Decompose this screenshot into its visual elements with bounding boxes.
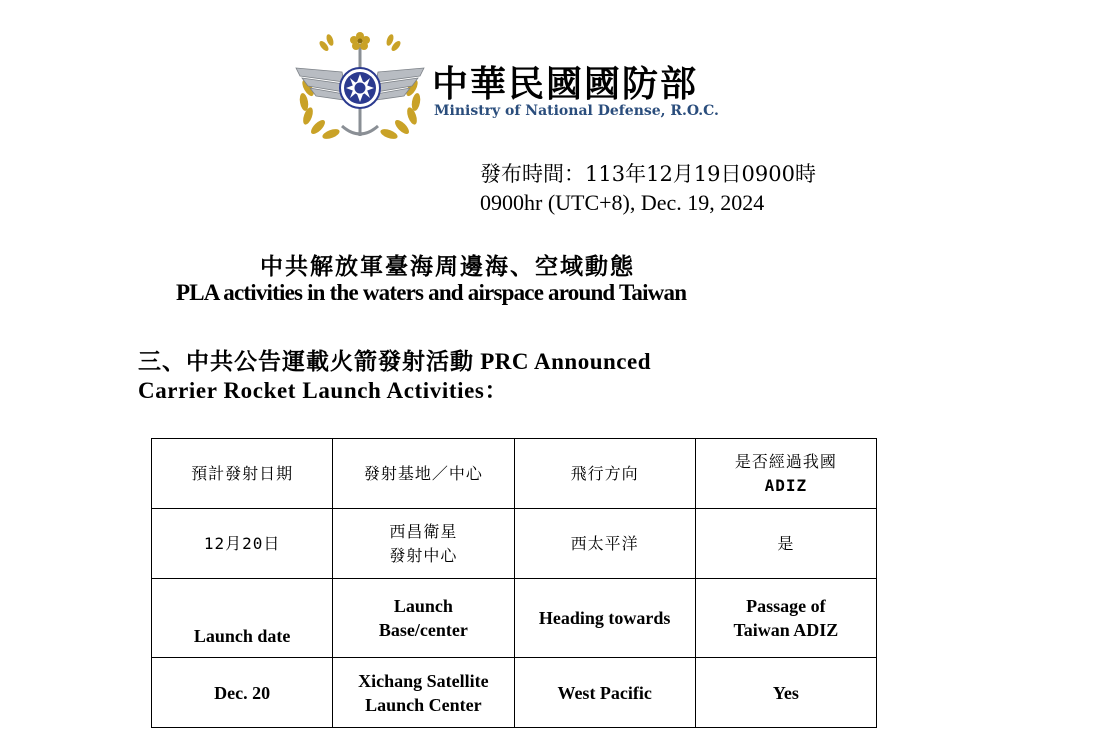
header-en-launch-date: Launch date [152, 579, 333, 658]
table-row-data-en [152, 658, 877, 728]
cell-en-launch-base [333, 658, 514, 728]
header-en-launch-base [333, 579, 514, 658]
header-cn-adiz-line1: 是否經過我國 [734, 451, 837, 471]
section-heading-line2: Carrier Rocket Launch Activities： [138, 378, 509, 403]
org-name-en: Ministry of National Defense, R.O.C. [434, 103, 719, 119]
header-en-adiz [695, 579, 876, 658]
header-en-adiz-line1: Passage of [746, 596, 826, 616]
cell-cn-launch-date: 12月20日 [152, 509, 333, 579]
header-en-launch-base-line1: Launch [393, 596, 453, 616]
table-row-header-cn [152, 439, 877, 509]
table-row-header-en [152, 579, 877, 658]
cell-en-launch-date: Dec. 20 [152, 658, 333, 728]
section-heading-cn: 三、中共公告運載火箭發射活動 [138, 348, 474, 375]
header-cn-adiz [695, 439, 876, 509]
cell-cn-launch-base-line1: 西昌衛星 [389, 521, 458, 541]
cell-cn-launch-base [333, 509, 514, 579]
header-cn-heading: 飛行方向 [514, 439, 695, 509]
header-en-adiz-line2: Taiwan ADIZ [733, 620, 839, 640]
cell-en-launch-base-line1: Xichang Satellite [358, 670, 489, 691]
launch-info-table [151, 438, 877, 728]
header-en-launch-base-line2: Base/center [378, 620, 468, 640]
header-cn-launch-date: 預計發射日期 [152, 439, 333, 509]
document-title-en: PLA activities in the waters and airspace around Taiwan [176, 280, 687, 305]
cell-cn-launch-base-line2: 發射中心 [389, 545, 458, 565]
cell-en-adiz: Yes [695, 658, 876, 728]
cell-en-heading: West Pacific [514, 658, 695, 728]
cell-en-launch-base-line2: Launch Center [365, 694, 482, 715]
header-en-heading: Heading towards [514, 579, 695, 658]
document-title-cn: 中共解放軍臺海周邊海、空域動態 [260, 253, 635, 280]
header-cn-adiz-line2: ADIZ [764, 475, 808, 495]
cell-cn-adiz: 是 [695, 509, 876, 579]
section-heading-en: PRC Announced [474, 349, 651, 374]
cell-cn-heading: 西太平洋 [514, 509, 695, 579]
header-cn-launch-base: 發射基地／中心 [333, 439, 514, 509]
org-name-cn: 中華民國國防部 [432, 64, 699, 105]
table-row-data-cn [152, 509, 877, 579]
release-time-en: 0900hr (UTC+8), Dec. 19, 2024 [480, 190, 765, 215]
release-time-cn: 發布時間：113年12月19日0900時 [480, 162, 816, 186]
ministry-emblem-icon [286, 26, 434, 146]
